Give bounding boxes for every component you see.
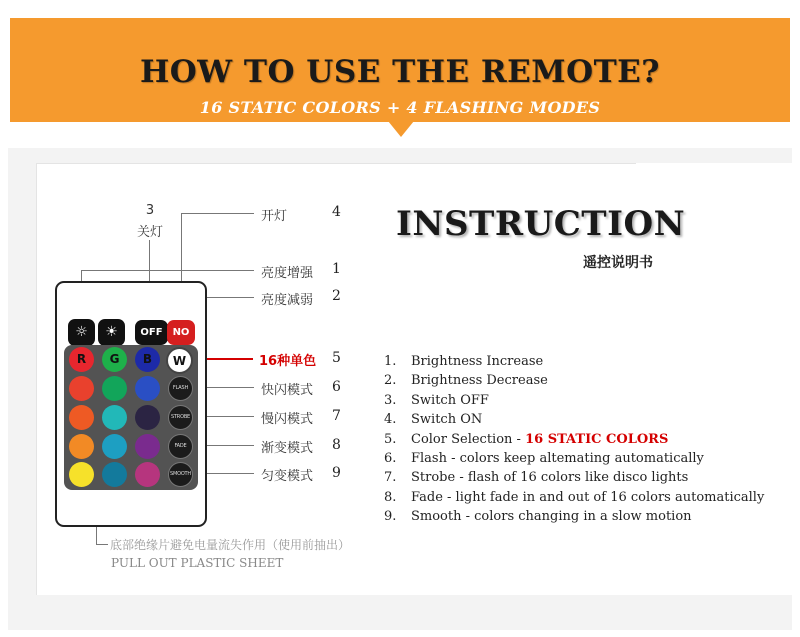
flash-button[interactable]: FLASH [168, 376, 193, 401]
instruction-step [384, 468, 764, 487]
callout-bright-down-num: 2 [332, 288, 341, 304]
callout-strobe-num: 7 [332, 408, 341, 424]
color-button-green-3[interactable] [102, 405, 127, 430]
instruction-step [384, 371, 764, 390]
step-text: Switch OFF [411, 392, 489, 408]
callout-fade-cn: 渐变模式 [261, 441, 314, 456]
step-text: Brightness Decrease [411, 373, 548, 389]
step-number: 8. [384, 489, 397, 505]
callout-fade-num: 8 [332, 437, 341, 453]
callout-line-bright-up-h [81, 270, 254, 271]
fade-button[interactable]: FADE [168, 434, 193, 459]
step-text: Color Selection - [411, 431, 526, 447]
brightness-down-button[interactable] [98, 319, 125, 346]
instruction-step [384, 507, 764, 526]
callout-smooth-cn: 匀变模式 [261, 469, 314, 484]
banner-title: HOW TO USE THE REMOTE? [140, 54, 660, 90]
color-button-green-4[interactable] [102, 434, 127, 459]
green-button[interactable]: G [102, 347, 127, 372]
color-button-red-2[interactable] [69, 376, 94, 401]
step-number: 7. [384, 470, 397, 486]
step-number: 2. [384, 373, 397, 389]
instruction-subtitle: 遥控说明书 [583, 255, 653, 271]
color-button-blue-3[interactable] [135, 405, 160, 430]
sun-dim-icon: ☀ [105, 324, 118, 340]
callout-on-cn: 开灯 [261, 209, 288, 224]
color-button-green-5[interactable] [102, 462, 127, 487]
step-highlight: 16 STATIC COLORS [525, 431, 669, 447]
off-label-cn: 关灯 [136, 225, 163, 240]
callout-flash-num: 6 [332, 379, 341, 395]
sun-icon: ☼ [75, 324, 88, 340]
callout-line-on-horizontal [181, 213, 254, 214]
step-number: 3. [384, 392, 397, 408]
color-button-red-5[interactable] [69, 462, 94, 487]
color-button-blue-2[interactable] [135, 376, 160, 401]
color-button-blue-4[interactable] [135, 434, 160, 459]
off-label-number: 3 [145, 203, 155, 218]
step-number: 5. [384, 431, 397, 447]
blue-button[interactable]: B [135, 347, 160, 372]
callout-bright-down-cn: 亮度减弱 [261, 293, 314, 308]
instruction-step [384, 488, 764, 507]
color-button-red-3[interactable] [69, 405, 94, 430]
step-text: Smooth - colors changing in a slow motion [411, 509, 692, 525]
instruction-list [384, 352, 764, 527]
step-text: Strobe - flash of 16 colors like disco lights [411, 470, 689, 486]
step-text: Flash - colors keep altemating automatically [411, 450, 704, 466]
banner-pointer [388, 121, 414, 137]
brightness-up-button[interactable] [68, 319, 95, 346]
callout-color-cn: 16种单色 [259, 354, 317, 369]
white-button[interactable]: W [166, 347, 193, 374]
step-text: Switch ON [411, 412, 483, 428]
step-number: 9. [384, 509, 397, 525]
color-button-green-2[interactable] [102, 376, 127, 401]
step-number: 4. [384, 412, 397, 428]
off-button[interactable]: OFF [135, 320, 168, 345]
callout-on-num: 4 [332, 204, 341, 220]
color-button-blue-5[interactable] [135, 462, 160, 487]
callout-color-num: 5 [332, 350, 341, 366]
on-button[interactable]: NO [167, 320, 195, 345]
callout-smooth-num: 9 [332, 465, 341, 481]
instruction-step [384, 391, 764, 410]
step-text: Fade - light fade in and out of 16 colors automatically [411, 489, 765, 505]
step-number: 6. [384, 450, 397, 466]
instruction-step [384, 410, 764, 429]
panel-bottom-strip [36, 595, 792, 628]
header-banner [10, 18, 790, 122]
plastic-sheet-en: PULL OUT PLASTIC SHEET [111, 556, 284, 570]
callout-strobe-cn: 慢闪模式 [261, 412, 314, 427]
instruction-step [384, 430, 764, 449]
plastic-sheet-cn: 底部绝缘片避免电量流失作用（使用前抽出） [110, 538, 351, 552]
banner-subtitle: 16 STATIC COLORS + 4 FLASHING MODES [199, 98, 601, 117]
step-text: Brightness Increase [411, 354, 544, 369]
strobe-button[interactable]: STROBE [168, 405, 193, 430]
instruction-step [384, 449, 764, 468]
red-button[interactable]: R [69, 347, 94, 372]
callout-bright-up-cn: 亮度增强 [261, 266, 314, 281]
color-button-red-4[interactable] [69, 434, 94, 459]
instruction-title: INSTRUCTION [396, 204, 686, 244]
step-number: 1. [384, 354, 397, 369]
smooth-button[interactable]: SMOOTH [168, 462, 193, 487]
callout-bright-up-num: 1 [332, 261, 341, 277]
callout-line-plastic-h [96, 544, 108, 545]
callout-flash-cn: 快闪模式 [261, 383, 314, 398]
instruction-step [384, 352, 764, 371]
